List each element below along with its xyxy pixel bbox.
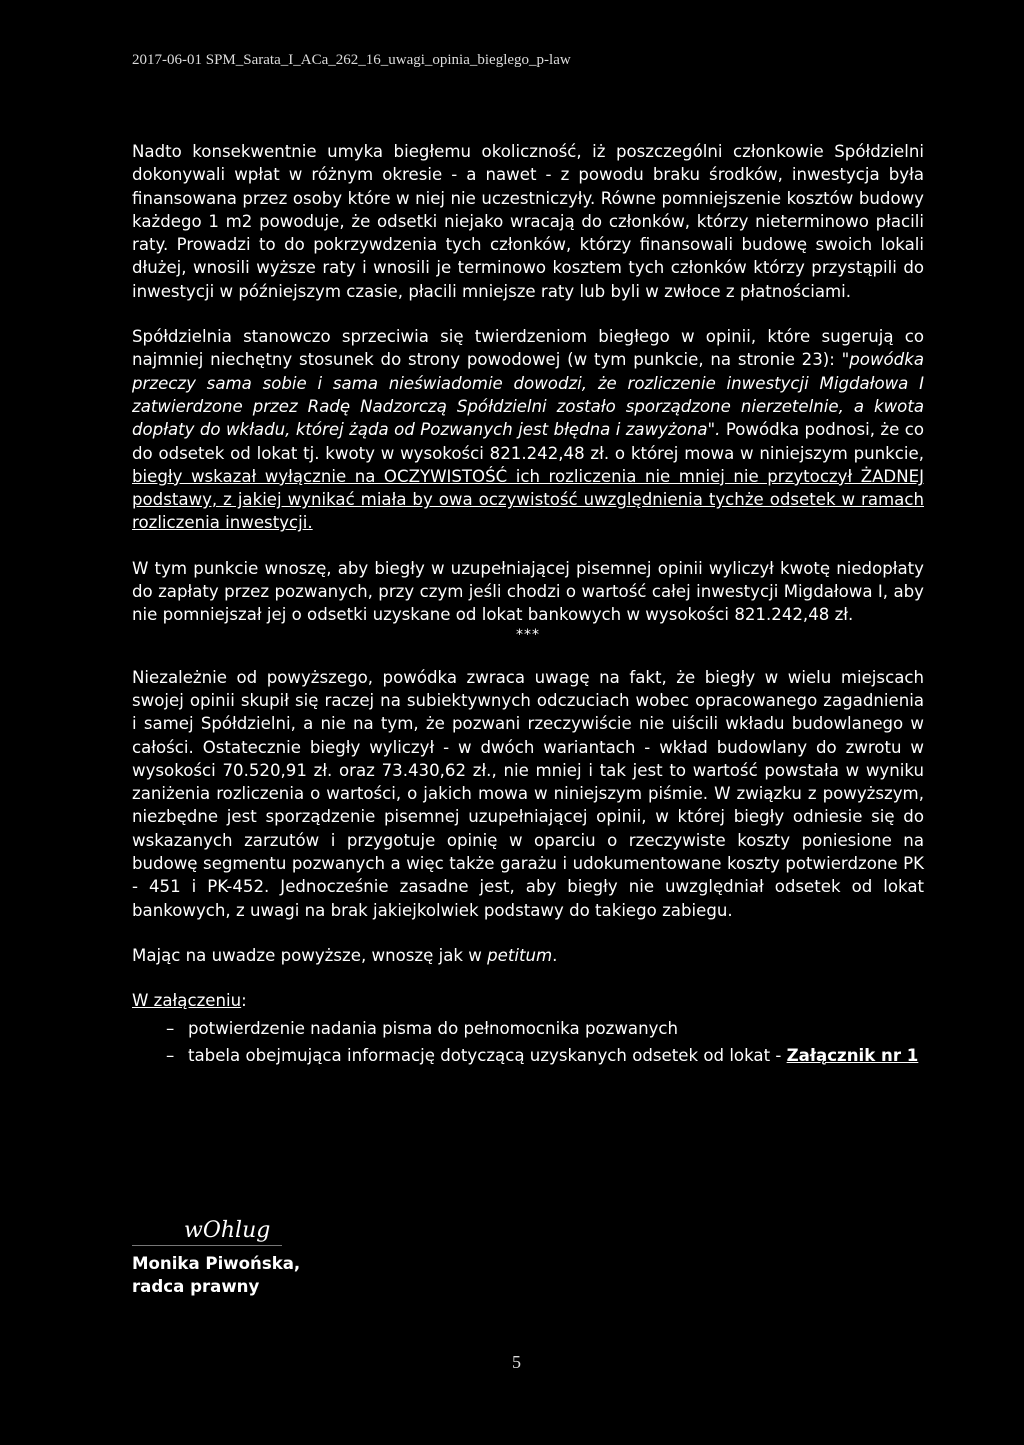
paragraph-2-body: Powódka podnosi, że co do odsetek od lokat tj. kwoty w wysokości 821.242,48 zł. o której mowa w niniejszym punkcie, — [132, 420, 924, 463]
attachments-colon: : — [241, 991, 247, 1011]
paragraph-2-intro: Spółdzielnia stanowczo sprzeciwia się twierdzeniom biegłego w opinii, które sugerują co najmniej niechętny stosunek do strony powodowej (w tym punkcie, na stronie 23): — [132, 327, 924, 370]
signature-block — [132, 1218, 300, 1298]
signature-line — [132, 1245, 282, 1246]
attachment-1-reference: Załącznik nr 1 — [786, 1045, 919, 1065]
attachment-item-2 — [132, 1042, 924, 1069]
signatory-name: Monika Piwońska, — [132, 1254, 301, 1273]
paragraph-3: W tym punkcie wnoszę, aby biegły w uzupełniającej pisemnej opinii wyliczył kwotę niedopłaty do zapłaty przez pozwanych, przy czym jeśli chodzi o wartość całej inwestycji Migdałowa I, aby nie pomniejszał jej o odsetki uzyskane od lokat bankowych w wysokości 821.242,48 zł. — [132, 558, 924, 625]
attachments-list — [132, 1015, 924, 1069]
paragraph-4: Niezależnie od powyższego, powódka zwraca uwagę na fakt, że biegły w wielu miejscach swojej opinii skupił się raczej na subiektywnych odczuciach wobec opracowanego zagadnienia i samej Spółdzielni, a nie na tym, że pozwani rzeczywiście nie uiścili wkładu budowlanego w całości. Ostatecznie biegły wyliczył - w dwóch wariantach - wkład budowlany do zwrotu w wysokości 70.520,91 zł. oraz 73.430,62 zł., nie mniej i tak jest to wartość powstała w wyniku zaniżenia rozliczenia o wartości, o jakich mowa w niniejszym piśmie. W związku z powyższym, niezbędne jest sporządzenie pisemnej uzupełniającej opinii, w której biegły odniesie się do wskazanych zarzutów i przygotuje opinię w oparciu o rzeczywiste koszty poniesione na budowę segmentu pozwanych a więc także garażu i udokumentowane koszty potwierdzone PK - 451 i PK-452. Jednocześnie zasadne jest, aby biegły nie uwzględniał odsetek od lokat bankowych, z uwagi na brak jakiejkolwiek podstawy do takiego zabiegu. — [132, 667, 924, 920]
list-dash: – — [166, 1045, 175, 1065]
paragraph-2 — [132, 325, 924, 535]
paragraph-5 — [132, 944, 924, 967]
paragraph-5-end: . — [552, 945, 558, 965]
paragraph-2-underlined: biegły wskazał wyłącznie na OCZYWISTOŚĆ ich rozliczenia nie mniej nie przytoczył ŻADNEJ podstawy, z jakiej wynikać miała by owa oczywistość uwzględnienia tychże odsetek w ramach rozliczenia inwestycji. — [132, 466, 924, 533]
page-number: 5 — [512, 1352, 521, 1372]
paragraph-5-petitum: petitum — [487, 945, 553, 965]
paragraph-1: Nadto konsekwentnie umyka biegłemu okoliczność, iż poszczególni członkowie Spółdzielni dokonywali wpłat w różnym okresie - a nawet - z powodu braku środków, inwestycja była finansowana przez osoby które w niej nie uczestniczyły. Równe pomniejszenie kosztów budowy każdego 1 m2 powoduje, że odsetki niejako wracają do członków, którzy nieterminowo płacili raty. Prowadzi to do pokrzywdzenia tych członków, którzy finansowali budowę swoich lokali dłużej, wnosili wyższe raty i wnosili je terminowo kosztem tych członków którzy przystąpili do inwestycji w późniejszym czasie, płacili mniejsze raty lub byli w zwłoce z płatnościami. — [132, 142, 924, 301]
document-body — [132, 140, 924, 1069]
handwritten-signature: wOhlug — [184, 1218, 271, 1243]
attachment-item-1-text: potwierdzenie nadania pisma do pełnomocnika pozwanych — [188, 1018, 679, 1038]
attachments-heading — [132, 989, 924, 1012]
attachment-item-2-text: tabela obejmująca informację dotyczącą uzyskanych odsetek od lokat - — [188, 1045, 787, 1065]
list-dash: – — [166, 1018, 175, 1038]
document-header: 2017-06-01 SPM_Sarata_I_ACa_262_16_uwagi_opinia_bieglego_p-law — [132, 52, 571, 68]
paragraph-5-text: Mając na uwadze powyższe, wnoszę jak w — [132, 945, 488, 965]
signatory-role: radca prawny — [132, 1277, 260, 1296]
attachments-title: W załączeniu — [132, 991, 242, 1011]
section-separator: *** — [516, 626, 540, 643]
paragraph-2-quote: "powódka przeczy sama sobie i sama nieświadomie dowodzi, że rozliczenie inwestycji Migdałowa I zatwierdzone przez Radę Nadzorczą Spółdzielni zostało sporządzone nierzetelnie, a kwota dopłaty do wkładu, której żąda od Pozwanych jest błędna i zawyżona". — [132, 350, 924, 440]
attachment-item-1 — [132, 1015, 924, 1042]
